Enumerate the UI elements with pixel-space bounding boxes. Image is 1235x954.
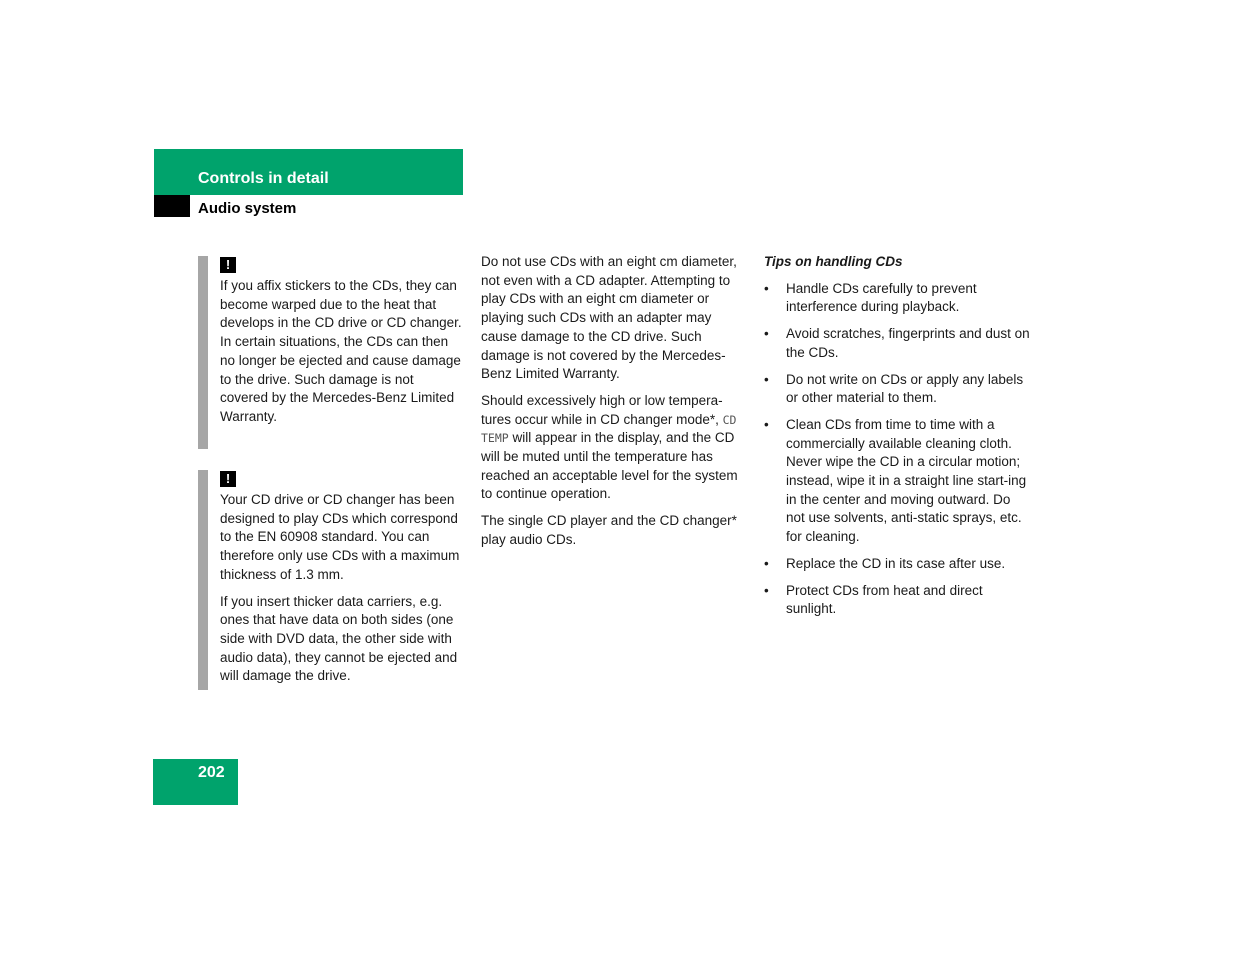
warning-icon: ! (220, 257, 236, 273)
text: will appear in the display, and the CD will be muted until the temperature has reached an acceptable level for the system to continue operation. (481, 430, 738, 502)
paragraph-audio-cds: The single CD player and the CD changer* play audio CDs. (481, 513, 737, 547)
paragraph-temperature (481, 392, 746, 504)
chapter-title: Controls in detail (198, 170, 329, 187)
list-item: • Protect CDs from heat and direct sunlight. (764, 582, 1030, 619)
warning-bar (198, 470, 208, 690)
list-item: • Avoid scratches, fingerprints and dust on the CDs. (764, 325, 1030, 362)
section-title: Audio system (198, 200, 297, 217)
list-item: • Clean CDs from time to time with a commercially available cleaning cloth. Never wipe the CD in a circular motion; instead, wipe it in a straight line start-ing in the center and moving outward. Do not use solvents, anti-static sprays, etc. for cleaning. (764, 416, 1030, 547)
list-item: • Replace the CD in its case after use. (764, 555, 1030, 574)
warning-text: If you insert thicker data carriers, e.g. ones that have data on both sides (one side with DVD data, the other side with audio data), they cannot be ejected and will damage the drive. (220, 593, 458, 684)
section-marker (154, 195, 190, 217)
middle-column (481, 253, 746, 558)
warning-bar (198, 256, 208, 449)
list-item: • Do not write on CDs or apply any labels or other material to them. (764, 371, 1030, 408)
page-number-box (153, 759, 238, 805)
warning-box-stickers (198, 256, 463, 449)
page-number: 202 (198, 764, 225, 781)
display-message: CD TEMP (481, 412, 737, 446)
paragraph-cd-diameter: Do not use CDs with an eight cm diameter, not even with a CD adapter. Attempting to play CDs with an eight cm diameter or playing such CDs with an adapter may cause damage to the CD drive. Such damage is not covered by the Mercedes-Benz Limited Warranty. (481, 254, 737, 382)
warning-text: Your CD drive or CD changer has been designed to play CDs which correspond to the EN 60908 standard. You can therefore only use CDs with a maximum thickness of 1.3 mm. (220, 492, 460, 582)
warning-box-thickness (198, 470, 463, 690)
warning-text: If you affix stickers to the CDs, they can become warped due to the heat that develops in the CD drive or CD changer. In certain situations, the CDs can then no longer be ejected and cause damage to the drive. Such damage is not covered by the Mercedes-Benz Limited Warranty. (220, 278, 462, 424)
tips-list (764, 280, 1030, 619)
list-item: • Handle CDs carefully to prevent interference during playback. (764, 280, 1030, 317)
tips-column (764, 253, 1030, 627)
warning-icon: ! (220, 471, 236, 487)
text: Should excessively high or low tempera-tures occur while in CD changer mode*, (481, 392, 723, 427)
tips-heading: Tips on handling CDs (764, 254, 903, 269)
